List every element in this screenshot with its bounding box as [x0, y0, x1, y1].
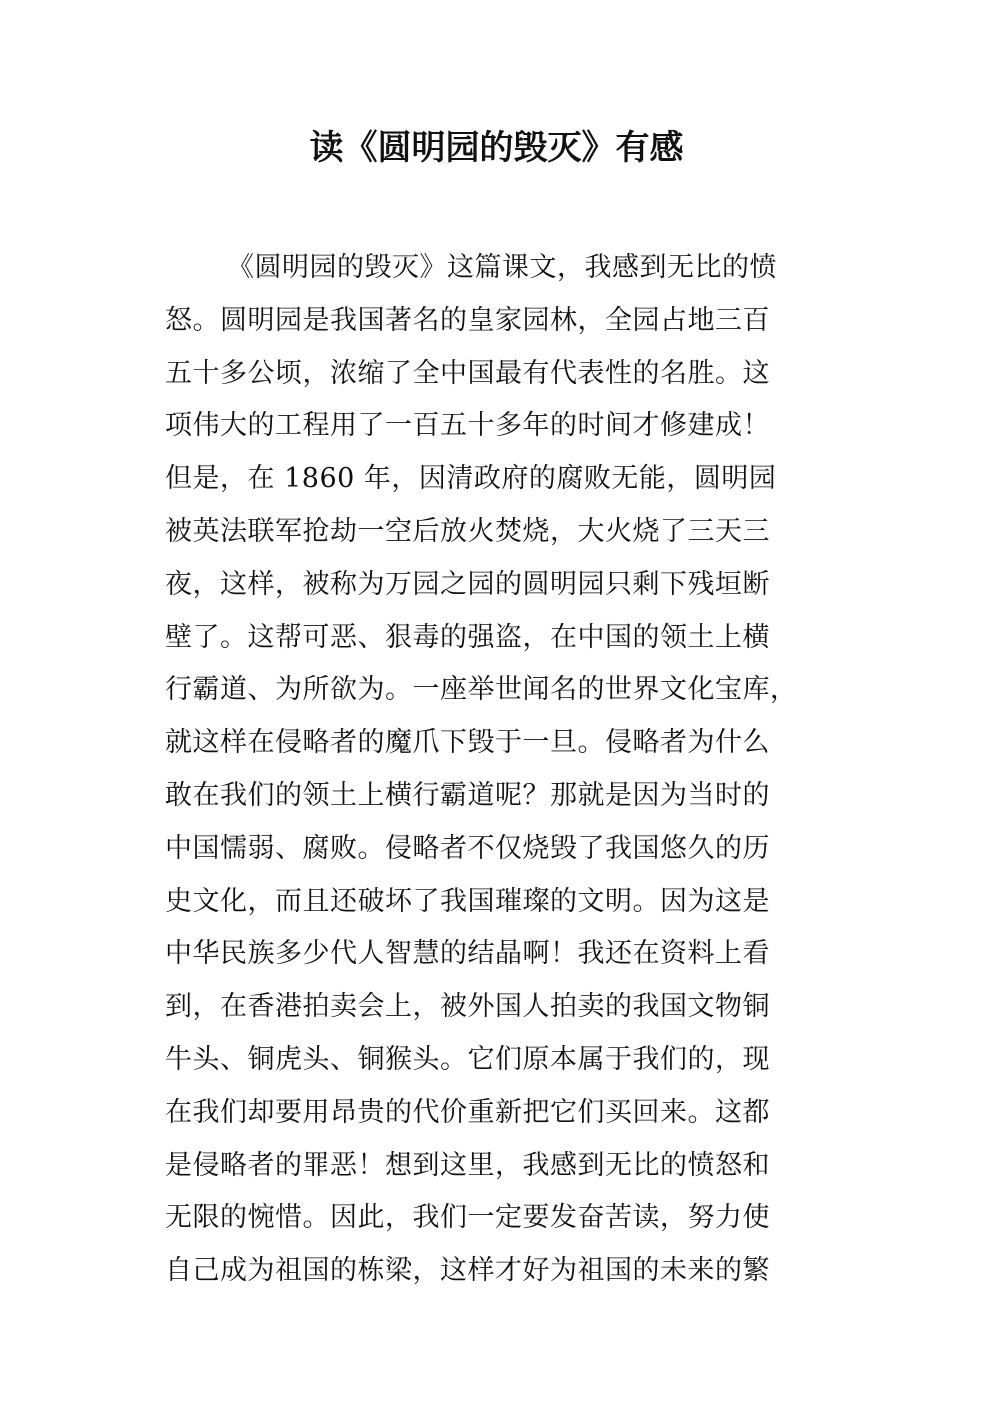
paragraph-line: 中华民族多少代人智慧的结晶啊！我还在资料上看 — [165, 938, 770, 970]
paragraph-line: 在我们却要用昂贵的代价重新把它们买回来。这都 — [165, 1096, 770, 1128]
paragraph-line: 无限的惋惜。因此，我们一定要发奋苦读，努力使 — [165, 1202, 770, 1234]
paragraph-line: 就这样在侵略者的魔爪下毁于一旦。侵略者为什么 — [165, 727, 770, 759]
paragraph-line: 史文化，而且还破坏了我国璀璨的文明。因为这是 — [165, 885, 770, 917]
paragraph-line: 牛头、铜虎头、铜猴头。它们原本属于我们的，现 — [165, 1043, 770, 1075]
document-title: 读《圆明园的毁灭》有感 — [309, 128, 684, 168]
paragraph-line: 壁了。这帮可恶、狠毒的强盗，在中国的领土上横 — [165, 621, 770, 653]
paragraph-line: 但是，在 1860 年，因清政府的腐败无能，圆明园 — [165, 463, 777, 495]
paragraph-line: 项伟大的工程用了一百五十多年的时间才修建成！ — [165, 410, 770, 442]
paragraph-line: 夜，这样，被称为万园之园的圆明园只剩下残垣断 — [165, 568, 770, 600]
paragraph-line: 五十多公顷，浓缩了全中国最有代表性的名胜。这 — [165, 357, 770, 389]
paragraph-line: 被英法联军抢劫一空后放火焚烧，大火烧了三天三 — [165, 515, 770, 547]
paragraph-line: 行霸道、为所欲为。一座举世闻名的世界文化宝库， — [165, 674, 798, 706]
paragraph-line: 怒。圆明园是我国著名的皇家园林，全园占地三百 — [165, 304, 770, 336]
paragraph-line: 《圆明园的毁灭》这篇课文，我感到无比的愤 — [227, 252, 777, 283]
paragraph-line: 敢在我们的领土上横行霸道呢？那就是因为当时的 — [165, 779, 770, 811]
paragraph-line: 自己成为祖国的栋梁，这样才好为祖国的未来的繁 — [165, 1255, 770, 1287]
document-body — [165, 242, 829, 1298]
paragraph-line: 到，在香港拍卖会上，被外国人拍卖的我国文物铜 — [165, 991, 770, 1023]
paragraph-line: 中国懦弱、腐败。侵略者不仅烧毁了我国悠久的历 — [165, 832, 770, 864]
paragraph-line: 是侵略者的罪恶！想到这里，我感到无比的愤怒和 — [165, 1149, 770, 1181]
